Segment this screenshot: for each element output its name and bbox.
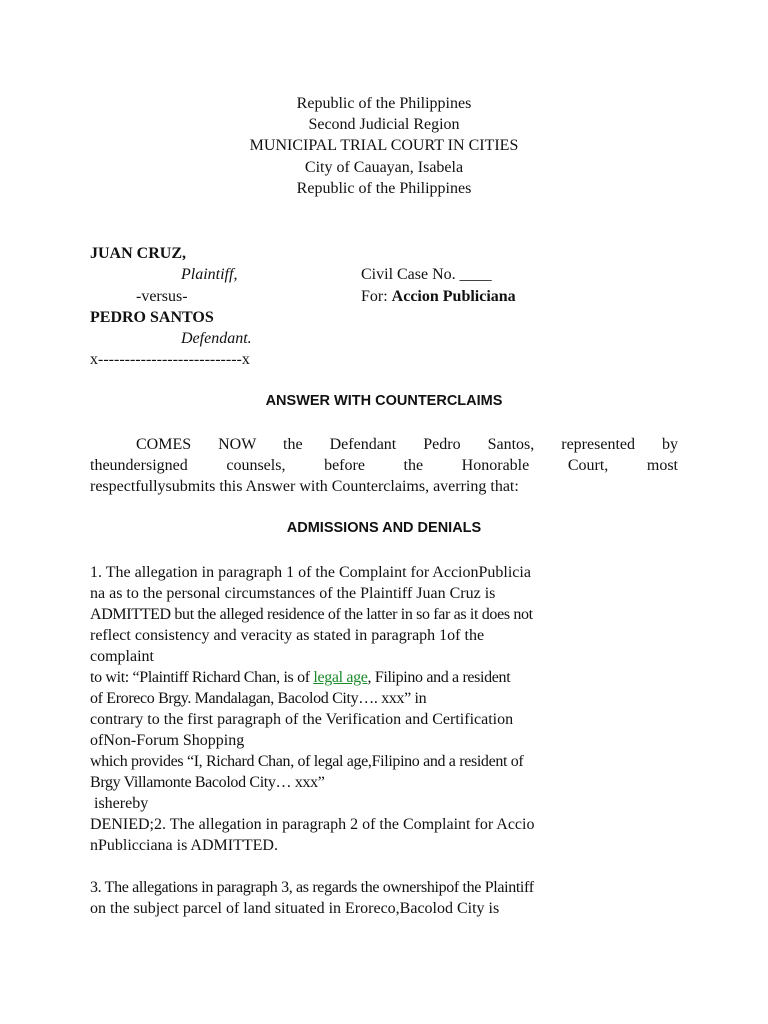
plaintiff-name: JUAN CRUZ, (90, 245, 186, 262)
body-line: Brgy Villamonte Bacolod City… xxx” (90, 774, 325, 791)
intro-paragraph (90, 434, 678, 497)
body-text: , Filipino and a resident (367, 669, 511, 686)
body-line: ADMITTED but the alleged residence of the latter in so far as it does not (90, 606, 533, 623)
document-title: ANSWER WITH COUNTERCLAIMS (265, 393, 503, 409)
intro-line-1: COMES NOW the Defendant Pedro Santos, represented by (136, 436, 678, 453)
header-court: MUNICIPAL TRIAL COURT IN CITIES (249, 137, 519, 154)
plaintiff-role: Plaintiff, (181, 266, 238, 283)
civil-case-no: Civil Case No. ____ (361, 266, 492, 283)
body-line: of Eroreco Brgy. Mandalagan, Bacolod City…. xxx” in (90, 690, 427, 707)
body-line: DENIED;2. The allegation in paragraph 2 of the Complaint for Accio (90, 816, 535, 833)
body-line: 1. The allegation in paragraph 1 of the Complaint for AccionPublicia (90, 564, 531, 581)
versus-label: -versus- (136, 288, 188, 305)
body-line: na as to the personal circumstances of the Plaintiff Juan Cruz is (90, 585, 496, 602)
body-line (90, 667, 690, 688)
body-line: ishereby (90, 795, 149, 812)
intro-line-3: respectfullysubmits this Answer with Counterclaims, averring that: (90, 478, 519, 495)
legal-age-link[interactable]: legal age (313, 669, 368, 686)
intro-line-2: theundersigned counsels, before the Honorable Court, most (90, 457, 678, 474)
case-type-label: For: (361, 288, 392, 305)
header-republic: Republic of the Philippines (296, 95, 472, 112)
case-type-value: Accion Publiciana (391, 288, 516, 305)
body-line: which provides “I, Richard Chan, of legal age,Filipino and a resident of (90, 753, 524, 770)
body-line: 3. The allegations in paragraph 3, as regards the ownershipof the Plaintiff (90, 879, 534, 896)
defendant-role: Defendant. (181, 330, 252, 347)
header-republic-2: Republic of the Philippines (296, 180, 472, 197)
blank-line (90, 856, 690, 877)
body-line: ofNon-Forum Shopping (90, 732, 245, 749)
body-text: to wit: “Plaintiff Richard Chan, is of (90, 669, 314, 686)
body-line: complaint (90, 648, 154, 665)
body-line: on the subject parcel of land situated in Eroreco,Bacolod City is (90, 900, 500, 917)
case-type (361, 286, 516, 307)
header-region: Second Judicial Region (308, 116, 460, 133)
body-line: nPublicciana is ADMITTED. (90, 837, 278, 854)
section-heading: ADMISSIONS AND DENIALS (286, 520, 482, 536)
caption-separator: x---------------------------x (90, 351, 250, 368)
defendant-name: PEDRO SANTOS (90, 309, 214, 326)
admissions-body (90, 562, 690, 919)
header-city: City of Cauayan, Isabela (304, 159, 464, 176)
body-line: contrary to the first paragraph of the Verification and Certification (90, 711, 514, 728)
body-line: reflect consistency and veracity as stated in paragraph 1of the (90, 627, 485, 644)
